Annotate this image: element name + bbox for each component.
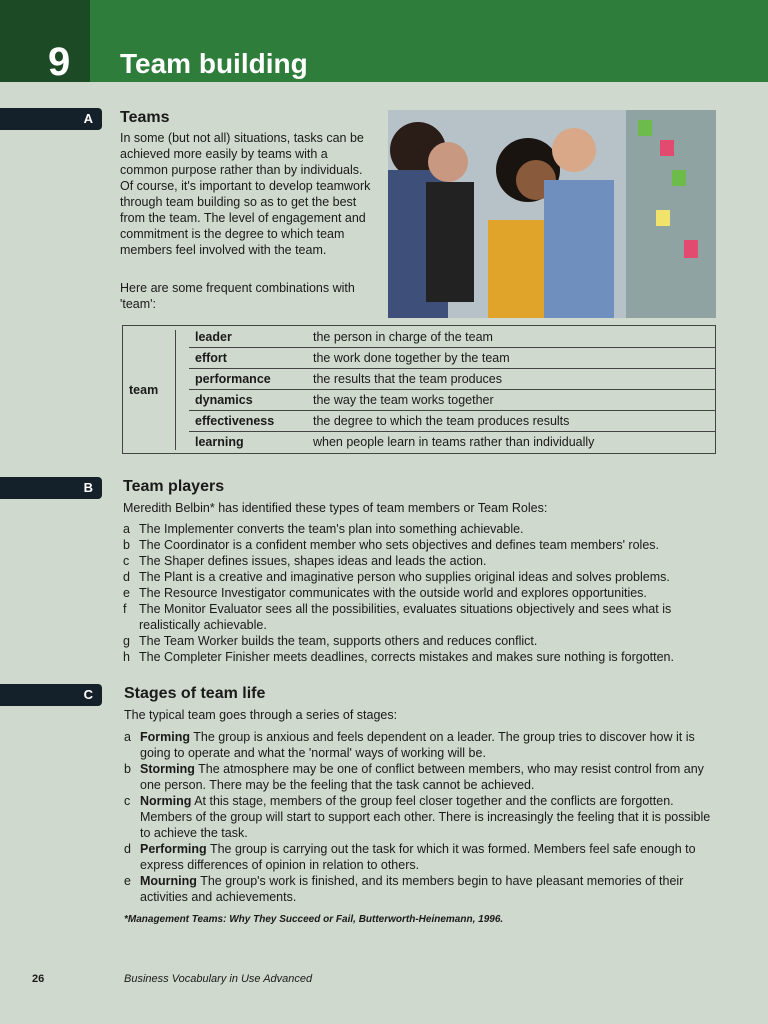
table-definition: the way the team works together: [313, 393, 494, 407]
table-row: [189, 411, 715, 432]
table-brace: [175, 330, 182, 450]
team-photo: [388, 110, 716, 318]
section-a-heading: Teams: [120, 109, 170, 126]
section-c-heading: Stages of team life: [124, 685, 266, 702]
table-word: performance: [195, 372, 271, 386]
table-definition: when people learn in teams rather than individually: [313, 435, 595, 449]
list-item: d Performing The group is carrying out the task for which it was formed. Members feel safe enough to express differences of opinion in relation to others.: [124, 842, 696, 872]
table-word: dynamics: [195, 393, 253, 407]
section-b-heading: Team players: [123, 478, 225, 495]
table-row: [189, 369, 715, 390]
table-row: [189, 348, 715, 369]
unit-header: [0, 0, 768, 82]
table-word: leader: [195, 330, 232, 344]
table-definition: the results that the team produces: [313, 372, 502, 386]
list-item: a The Implementer converts the team's plan into something achievable.: [123, 522, 524, 536]
list-item: f The Monitor Evaluator sees all the possibilities, evaluates situations objectively and sees what is realistically achievable.: [123, 602, 672, 632]
section-c-intro: The typical team goes through a series of stages:: [124, 708, 398, 722]
table-row: [189, 390, 715, 411]
team-collocations-table: [122, 325, 716, 454]
list-item: b The Coordinator is a confident member who sets objectives and defines team members' roles.: [123, 538, 659, 552]
table-definition: the degree to which the team produces results: [313, 414, 570, 428]
table-word: effectiveness: [195, 414, 275, 428]
list-item: c Norming At this stage, members of the group feel closer together and the conflicts are forgotten. Members of the group will start to support each other. There is increasingly the feeling that it is possible to achieve the task.: [124, 794, 711, 840]
section-b-tab: B: [0, 477, 102, 499]
table-key-word: team: [129, 383, 159, 397]
section-a-combos-intro: Here are some frequent combinations with 'team':: [120, 281, 355, 311]
list-item: e Mourning The group's work is finished, and its members begin to have pleasant memories of their activities and achievements.: [124, 874, 684, 904]
list-item: c The Shaper defines issues, shapes ideas and leads the action.: [123, 554, 487, 568]
section-b-intro: Meredith Belbin* has identified these types of team members or Team Roles:: [123, 501, 548, 515]
list-item: g The Team Worker builds the team, supports others and reduces conflict.: [123, 634, 538, 648]
footnote: *Management Teams: Why They Succeed or Fail, Butterworth-Heinemann, 1996.: [124, 914, 504, 925]
table-row: [189, 432, 715, 452]
list-item: d The Plant is a creative and imaginative person who supplies original ideas and solves problems.: [123, 570, 670, 584]
list-item: h The Completer Finisher meets deadlines, corrects mistakes and makes sure nothing is forgotten.: [123, 650, 674, 664]
table-word: learning: [195, 435, 244, 449]
table-definition: the person in charge of the team: [313, 330, 493, 344]
list-item: b Storming The atmosphere may be one of conflict between members, who may resist control from any one person. There may be the feeling that the task cannot be achieved.: [124, 762, 704, 792]
team-stages-list: [124, 729, 724, 905]
section-a-tab: A: [0, 108, 102, 130]
table-word: effort: [195, 351, 227, 365]
list-item: a Forming The group is anxious and feels dependent on a leader. The group tries to discover how it is going to operate and what the 'normal' ways of working will be.: [124, 730, 695, 760]
page-number: 26: [32, 973, 45, 985]
section-c-tab: C: [0, 684, 102, 706]
team-roles-list: [123, 521, 723, 665]
unit-title: Team building: [120, 48, 308, 79]
unit-number: 9: [48, 40, 71, 84]
table-row: [189, 327, 715, 348]
book-title: Business Vocabulary in Use Advanced: [124, 973, 313, 985]
unit-number-box: [0, 0, 90, 82]
section-a-intro: In some (but not all) situations, tasks can be achieved more easily by teams with a common purpose rather than by individuals. Of course, it's important to develop teamwork through team building so as to get the best from the team. The level of engagement and commitment is the degree to which team members feel involved with the team.: [120, 131, 371, 257]
table-definition: the work done together by the team: [313, 351, 510, 365]
list-item: e The Resource Investigator communicates with the outside world and explores opportunities.: [123, 586, 647, 600]
